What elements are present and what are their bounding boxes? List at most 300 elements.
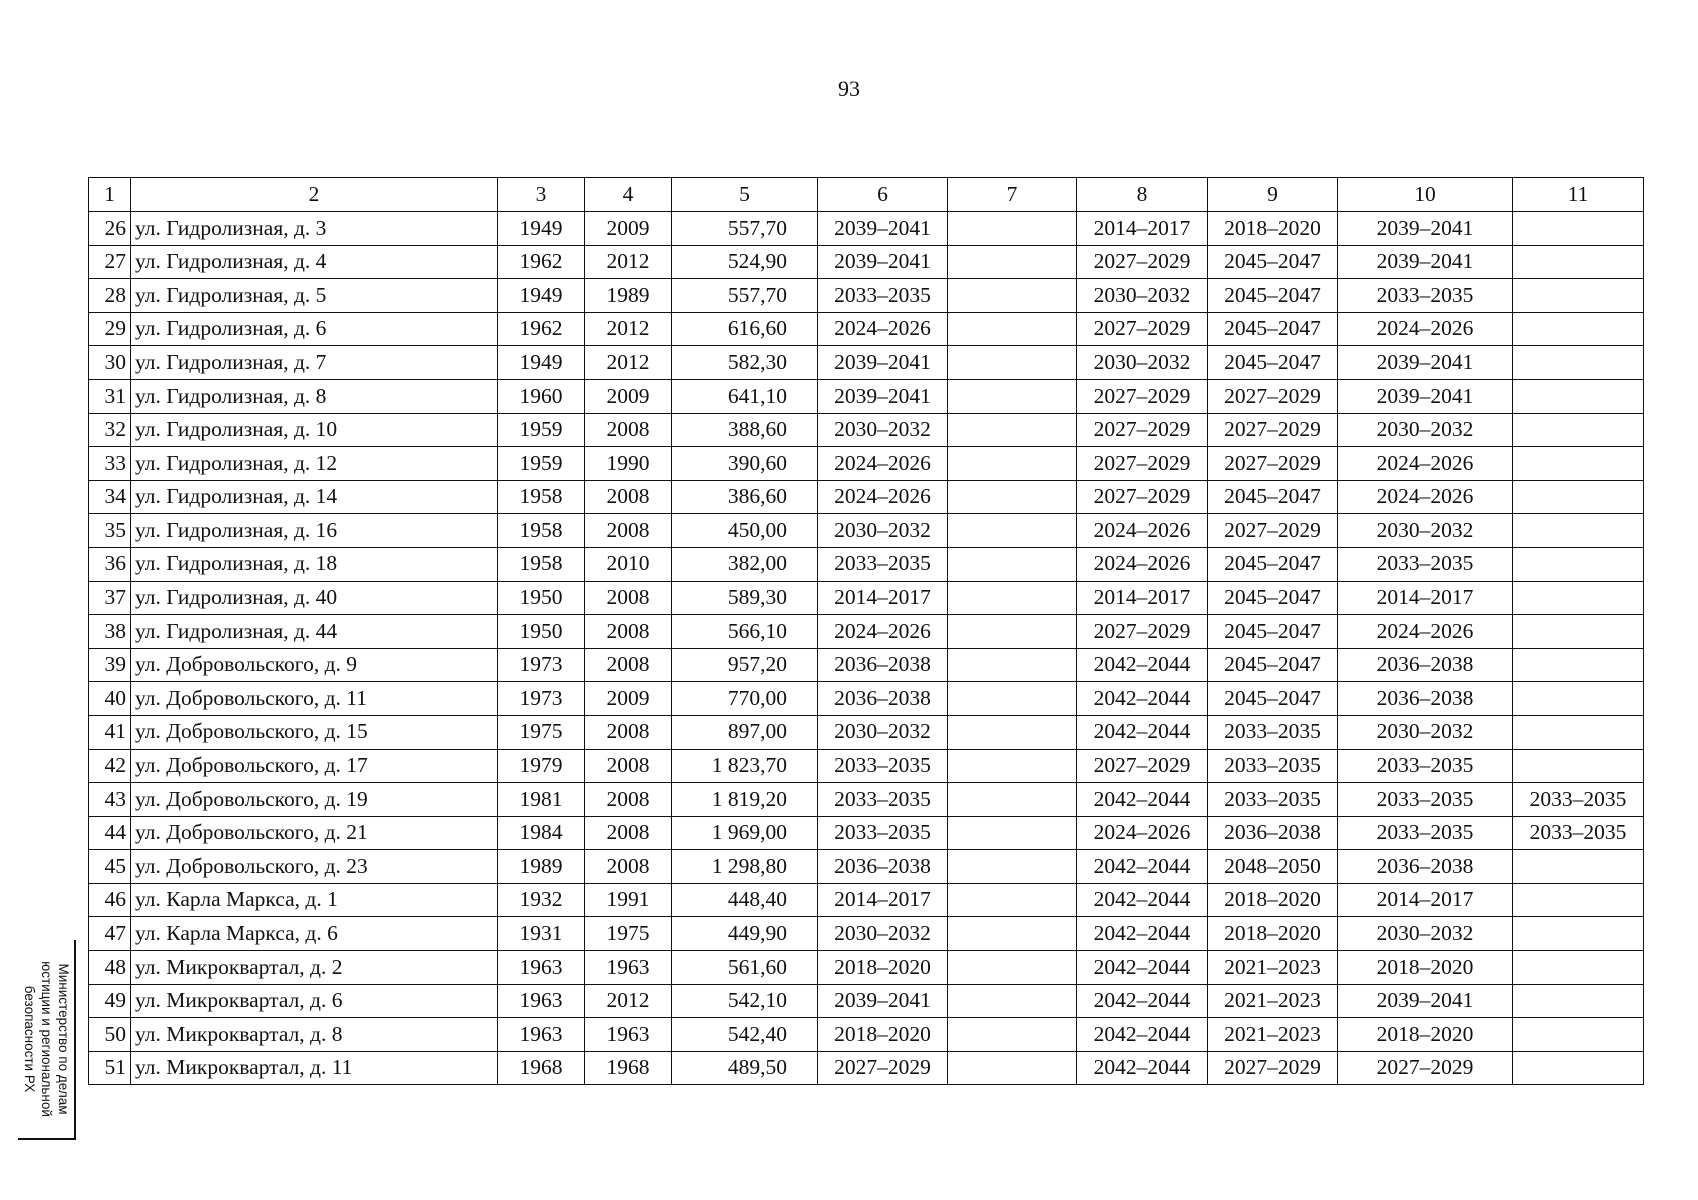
table-cell: 390,60 [672, 447, 818, 481]
table-cell: 2042–2044 [1077, 917, 1208, 951]
table-row [89, 447, 1644, 481]
table-cell: 2045–2047 [1208, 312, 1338, 346]
table-cell: 2012 [585, 245, 672, 279]
header-cell: 4 [585, 178, 672, 212]
table-row [89, 379, 1644, 413]
table-cell: 2048–2050 [1208, 850, 1338, 884]
table-cell: 448,40 [672, 883, 818, 917]
table-cell: 1932 [498, 883, 585, 917]
table-cell: 2014–2017 [1077, 581, 1208, 615]
table-row [89, 850, 1644, 884]
table-cell: 641,10 [672, 379, 818, 413]
table-row [89, 245, 1644, 279]
table-cell: ул. Добровольского, д. 15 [131, 715, 498, 749]
table-cell [1513, 1018, 1644, 1052]
table-cell: 386,60 [672, 480, 818, 514]
table-cell: ул. Гидролизная, д. 5 [131, 279, 498, 313]
table-cell: 1950 [498, 615, 585, 649]
table-cell: 1989 [498, 850, 585, 884]
table-cell: 2030–2032 [1338, 917, 1513, 951]
table-cell [1513, 850, 1644, 884]
table-cell: 2039–2041 [1338, 346, 1513, 380]
table-cell: 2018–2020 [1208, 917, 1338, 951]
table-cell: ул. Гидролизная, д. 40 [131, 581, 498, 615]
table-row [89, 749, 1644, 783]
table-cell: 2024–2026 [1077, 816, 1208, 850]
table-cell: 2008 [585, 514, 672, 548]
table-cell: 1973 [498, 648, 585, 682]
table-cell [1513, 581, 1644, 615]
table-cell: 449,90 [672, 917, 818, 951]
table-cell: 2033–2035 [818, 749, 948, 783]
table-cell: 2039–2041 [818, 346, 948, 380]
table-cell: ул. Гидролизная, д. 6 [131, 312, 498, 346]
table-row [89, 212, 1644, 246]
table-cell [948, 682, 1077, 716]
table-cell: 2045–2047 [1208, 346, 1338, 380]
table-cell: 2036–2038 [1208, 816, 1338, 850]
table-cell: 35 [89, 514, 131, 548]
table-cell [1513, 615, 1644, 649]
table-cell: 37 [89, 581, 131, 615]
table-cell: 2027–2029 [1208, 447, 1338, 481]
table-cell: 27 [89, 245, 131, 279]
table-cell: 2018–2020 [1208, 883, 1338, 917]
ministry-stamp [18, 940, 76, 1140]
table-cell: 382,00 [672, 547, 818, 581]
table-cell: 2033–2035 [1208, 749, 1338, 783]
table-row [89, 312, 1644, 346]
table-cell: ул. Микроквартал, д. 8 [131, 1018, 498, 1052]
table-cell: 36 [89, 547, 131, 581]
table-cell: 43 [89, 783, 131, 817]
table-row [89, 514, 1644, 548]
table-cell: 2030–2032 [1338, 715, 1513, 749]
table-cell: 2045–2047 [1208, 480, 1338, 514]
stamp-line: безопасности РХ [22, 985, 37, 1093]
table-cell: 582,30 [672, 346, 818, 380]
data-table [88, 177, 1644, 1085]
table-cell [948, 447, 1077, 481]
table-cell: 2024–2026 [818, 480, 948, 514]
table-cell: 2027–2029 [1208, 379, 1338, 413]
table-cell: 1963 [498, 1018, 585, 1052]
table-cell [948, 783, 1077, 817]
table-cell: 2008 [585, 715, 672, 749]
table-cell [948, 1018, 1077, 1052]
table-cell: 2018–2020 [818, 951, 948, 985]
table-cell: 2024–2026 [818, 615, 948, 649]
table-cell: 50 [89, 1018, 131, 1052]
table-cell: 2042–2044 [1077, 783, 1208, 817]
table-cell [1513, 1051, 1644, 1085]
table-cell: ул. Гидролизная, д. 4 [131, 245, 498, 279]
table-cell: ул. Гидролизная, д. 10 [131, 413, 498, 447]
table-cell: 1958 [498, 480, 585, 514]
table-cell: 897,00 [672, 715, 818, 749]
table-cell: 1963 [498, 951, 585, 985]
table-cell [948, 749, 1077, 783]
table-cell: ул. Микроквартал, д. 11 [131, 1051, 498, 1085]
table-cell: 2033–2035 [818, 783, 948, 817]
table-cell: 2024–2026 [1338, 480, 1513, 514]
table-row [89, 413, 1644, 447]
table-cell [1513, 883, 1644, 917]
table-cell: 1960 [498, 379, 585, 413]
table-cell: ул. Гидролизная, д. 12 [131, 447, 498, 481]
table-cell: 2009 [585, 682, 672, 716]
table-cell [1513, 715, 1644, 749]
table-cell: 2030–2032 [818, 413, 948, 447]
table-cell: 49 [89, 984, 131, 1018]
table-cell: 2039–2041 [1338, 245, 1513, 279]
stamp-line: Министерство по делам [56, 963, 71, 1115]
table-cell: 34 [89, 480, 131, 514]
table-cell: 2008 [585, 749, 672, 783]
table-cell: 2033–2035 [1208, 783, 1338, 817]
table-cell: 2009 [585, 379, 672, 413]
table-cell: 2039–2041 [1338, 212, 1513, 246]
table-cell: 2033–2035 [818, 279, 948, 313]
table-row [89, 279, 1644, 313]
table-cell: 388,60 [672, 413, 818, 447]
table-cell [948, 379, 1077, 413]
table-cell: 2014–2017 [1077, 212, 1208, 246]
table-cell: 2045–2047 [1208, 648, 1338, 682]
table-cell: 1968 [498, 1051, 585, 1085]
table-cell: 2008 [585, 581, 672, 615]
table-cell: 2014–2017 [818, 883, 948, 917]
table-cell: 1 823,70 [672, 749, 818, 783]
table-cell [948, 514, 1077, 548]
table-cell: 2008 [585, 648, 672, 682]
table-cell: 51 [89, 1051, 131, 1085]
table-cell: 2027–2029 [818, 1051, 948, 1085]
table-cell: 1958 [498, 547, 585, 581]
table-cell: 2042–2044 [1077, 883, 1208, 917]
table-cell: 589,30 [672, 581, 818, 615]
table-cell: 770,00 [672, 682, 818, 716]
table-row [89, 1051, 1644, 1085]
table-cell: ул. Добровольского, д. 23 [131, 850, 498, 884]
table-cell: 2033–2035 [1338, 547, 1513, 581]
table-cell: 2008 [585, 413, 672, 447]
table-cell: 1958 [498, 514, 585, 548]
table-cell: 2012 [585, 346, 672, 380]
table-cell: ул. Микроквартал, д. 6 [131, 984, 498, 1018]
table-cell: 2018–2020 [1338, 1018, 1513, 1052]
table-cell: 2033–2035 [1338, 816, 1513, 850]
table-cell: 2014–2017 [1338, 883, 1513, 917]
table-cell [1513, 951, 1644, 985]
table-cell: 1975 [498, 715, 585, 749]
table-cell [1513, 682, 1644, 716]
table-cell: 2042–2044 [1077, 682, 1208, 716]
table-cell: 2042–2044 [1077, 850, 1208, 884]
table-row [89, 581, 1644, 615]
table-row [89, 346, 1644, 380]
table-cell: 542,10 [672, 984, 818, 1018]
table-cell: 2033–2035 [818, 816, 948, 850]
table-cell [1513, 749, 1644, 783]
table-cell: 2024–2026 [1077, 514, 1208, 548]
table-cell: 450,00 [672, 514, 818, 548]
table-cell: 1973 [498, 682, 585, 716]
table-cell: 31 [89, 379, 131, 413]
table-cell: 2027–2029 [1208, 1051, 1338, 1085]
table-cell [948, 917, 1077, 951]
table-cell: 1949 [498, 279, 585, 313]
table-cell: 2030–2032 [818, 514, 948, 548]
table-row [89, 615, 1644, 649]
table-cell: 39 [89, 648, 131, 682]
table-cell [948, 615, 1077, 649]
table-cell: 2036–2038 [1338, 850, 1513, 884]
table-cell: 2042–2044 [1077, 1051, 1208, 1085]
table-cell: 2027–2029 [1338, 1051, 1513, 1085]
table-cell: 2030–2032 [818, 715, 948, 749]
table-cell: 557,70 [672, 279, 818, 313]
table-cell [948, 480, 1077, 514]
table-cell: ул. Добровольского, д. 19 [131, 783, 498, 817]
table-cell: 524,90 [672, 245, 818, 279]
table-cell: 1963 [498, 984, 585, 1018]
table-cell: 45 [89, 850, 131, 884]
table-cell [1513, 312, 1644, 346]
table-cell: ул. Добровольского, д. 9 [131, 648, 498, 682]
table-cell: 2027–2029 [1077, 245, 1208, 279]
table-cell: 2010 [585, 547, 672, 581]
table-cell: 26 [89, 212, 131, 246]
header-cell: 8 [1077, 178, 1208, 212]
table-cell: 41 [89, 715, 131, 749]
table-cell: 2045–2047 [1208, 581, 1338, 615]
table-cell: 2018–2020 [1338, 951, 1513, 985]
table-cell: 2027–2029 [1077, 379, 1208, 413]
header-cell: 2 [131, 178, 498, 212]
table-cell: 2027–2029 [1208, 413, 1338, 447]
table-cell: 46 [89, 883, 131, 917]
table-cell: 542,40 [672, 1018, 818, 1052]
table-cell: 2033–2035 [818, 547, 948, 581]
table-cell: ул. Гидролизная, д. 44 [131, 615, 498, 649]
table-cell: 1963 [585, 1018, 672, 1052]
table-cell: 1989 [585, 279, 672, 313]
table-cell [1513, 917, 1644, 951]
table-cell: 1984 [498, 816, 585, 850]
page-number: 93 [838, 76, 860, 101]
table-cell [948, 715, 1077, 749]
table-cell: 2039–2041 [818, 984, 948, 1018]
table-row [89, 480, 1644, 514]
table-cell: 2039–2041 [818, 379, 948, 413]
table-cell: ул. Добровольского, д. 21 [131, 816, 498, 850]
table-cell: ул. Добровольского, д. 17 [131, 749, 498, 783]
table-cell: 1 819,20 [672, 783, 818, 817]
table-cell [948, 279, 1077, 313]
table-cell: 1968 [585, 1051, 672, 1085]
table-cell: 2033–2035 [1513, 783, 1644, 817]
table-cell: 2033–2035 [1208, 715, 1338, 749]
table-cell: 957,20 [672, 648, 818, 682]
table-cell: 2027–2029 [1077, 413, 1208, 447]
table-cell: 1979 [498, 749, 585, 783]
table-cell: 2036–2038 [818, 648, 948, 682]
table-cell: 2021–2023 [1208, 951, 1338, 985]
table-row [89, 917, 1644, 951]
table-cell [1513, 212, 1644, 246]
table-cell [948, 816, 1077, 850]
table-cell: 2008 [585, 615, 672, 649]
table-cell: 2024–2026 [1338, 312, 1513, 346]
table-cell: ул. Микроквартал, д. 2 [131, 951, 498, 985]
table-cell: ул. Гидролизная, д. 8 [131, 379, 498, 413]
table-cell: 2042–2044 [1077, 715, 1208, 749]
table-cell: 2024–2026 [818, 447, 948, 481]
table-cell: 1962 [498, 245, 585, 279]
table-cell: 2042–2044 [1077, 1018, 1208, 1052]
table-cell: 47 [89, 917, 131, 951]
table-cell [948, 245, 1077, 279]
table-cell: 2024–2026 [1077, 547, 1208, 581]
table-cell [1513, 648, 1644, 682]
stamp-line: юстиции и региональной [39, 961, 54, 1117]
table-cell [1513, 480, 1644, 514]
table-cell: 1991 [585, 883, 672, 917]
table-cell [1513, 447, 1644, 481]
table-cell: 2045–2047 [1208, 615, 1338, 649]
table-cell: 1975 [585, 917, 672, 951]
table-cell: ул. Добровольского, д. 11 [131, 682, 498, 716]
table-cell: 2008 [585, 850, 672, 884]
table-cell: 2033–2035 [1513, 816, 1644, 850]
header-cell: 7 [948, 178, 1077, 212]
table-cell: 2009 [585, 212, 672, 246]
table-cell [948, 312, 1077, 346]
table-cell: 48 [89, 951, 131, 985]
table-cell: 1963 [585, 951, 672, 985]
table-row [89, 951, 1644, 985]
table-cell: 2036–2038 [818, 682, 948, 716]
table-cell [1513, 514, 1644, 548]
table-cell: 2027–2029 [1077, 447, 1208, 481]
table-cell: 2021–2023 [1208, 984, 1338, 1018]
table-row [89, 648, 1644, 682]
table-cell [948, 547, 1077, 581]
table-cell: 2008 [585, 783, 672, 817]
table-cell: 2027–2029 [1077, 480, 1208, 514]
table-cell: 1962 [498, 312, 585, 346]
header-cell: 3 [498, 178, 585, 212]
table-cell: 2033–2035 [1338, 279, 1513, 313]
table-cell: 2024–2026 [1338, 615, 1513, 649]
table-cell [948, 581, 1077, 615]
table-cell: ул. Гидролизная, д. 3 [131, 212, 498, 246]
table-cell: ул. Гидролизная, д. 16 [131, 514, 498, 548]
table-cell [1513, 379, 1644, 413]
table-cell [1513, 413, 1644, 447]
table-cell: 40 [89, 682, 131, 716]
header-row [89, 178, 1644, 212]
table-cell: ул. Гидролизная, д. 14 [131, 480, 498, 514]
table-cell: 2024–2026 [818, 312, 948, 346]
table-cell: 2030–2032 [1077, 346, 1208, 380]
header-cell: 9 [1208, 178, 1338, 212]
table-cell [1513, 547, 1644, 581]
table-cell: 2027–2029 [1077, 615, 1208, 649]
table-cell [948, 984, 1077, 1018]
table-cell: 38 [89, 615, 131, 649]
table-cell: 2042–2044 [1077, 984, 1208, 1018]
table-cell: ул. Карла Маркса, д. 1 [131, 883, 498, 917]
table-cell: 1959 [498, 447, 585, 481]
table-cell [948, 212, 1077, 246]
table-cell: 2039–2041 [1338, 379, 1513, 413]
table-cell: 489,50 [672, 1051, 818, 1085]
table-cell [1513, 984, 1644, 1018]
table-row [89, 1018, 1644, 1052]
table-cell: 2027–2029 [1077, 749, 1208, 783]
table-cell: 1950 [498, 581, 585, 615]
table-cell [1513, 245, 1644, 279]
table-cell: 1959 [498, 413, 585, 447]
table-cell [1513, 279, 1644, 313]
table-cell: 2042–2044 [1077, 951, 1208, 985]
table-cell: 2008 [585, 480, 672, 514]
table-cell: 2033–2035 [1338, 783, 1513, 817]
table-cell: 2030–2032 [1338, 514, 1513, 548]
table-cell: 2008 [585, 816, 672, 850]
header-cell: 1 [89, 178, 131, 212]
table-row [89, 783, 1644, 817]
table-cell: 30 [89, 346, 131, 380]
table-cell [948, 883, 1077, 917]
table-cell [948, 1051, 1077, 1085]
table-cell: 1981 [498, 783, 585, 817]
table-cell: 33 [89, 447, 131, 481]
header-cell: 11 [1513, 178, 1644, 212]
table-cell: ул. Карла Маркса, д. 6 [131, 917, 498, 951]
table-cell: 2039–2041 [1338, 984, 1513, 1018]
table-cell: 2027–2029 [1077, 312, 1208, 346]
table-cell: ул. Гидролизная, д. 7 [131, 346, 498, 380]
table-cell [948, 413, 1077, 447]
table-cell [948, 648, 1077, 682]
table-cell [948, 850, 1077, 884]
table-cell: 2014–2017 [818, 581, 948, 615]
table-cell: 2045–2047 [1208, 682, 1338, 716]
table-cell: 2045–2047 [1208, 245, 1338, 279]
table-cell: 2045–2047 [1208, 547, 1338, 581]
table-cell: 1 969,00 [672, 816, 818, 850]
table-cell: 2039–2041 [818, 212, 948, 246]
table-cell: 2018–2020 [818, 1018, 948, 1052]
table-cell: 2039–2041 [818, 245, 948, 279]
table-cell: 566,10 [672, 615, 818, 649]
table-row [89, 547, 1644, 581]
table-body [89, 212, 1644, 1085]
table-cell: 2024–2026 [1338, 447, 1513, 481]
table-cell: 1949 [498, 346, 585, 380]
table-cell: 2012 [585, 312, 672, 346]
header-cell: 10 [1338, 178, 1513, 212]
table-cell: 561,60 [672, 951, 818, 985]
table-cell: 1 298,80 [672, 850, 818, 884]
table-cell: ул. Гидролизная, д. 18 [131, 547, 498, 581]
table-cell: 42 [89, 749, 131, 783]
header-cell: 5 [672, 178, 818, 212]
table-cell: 2036–2038 [1338, 648, 1513, 682]
